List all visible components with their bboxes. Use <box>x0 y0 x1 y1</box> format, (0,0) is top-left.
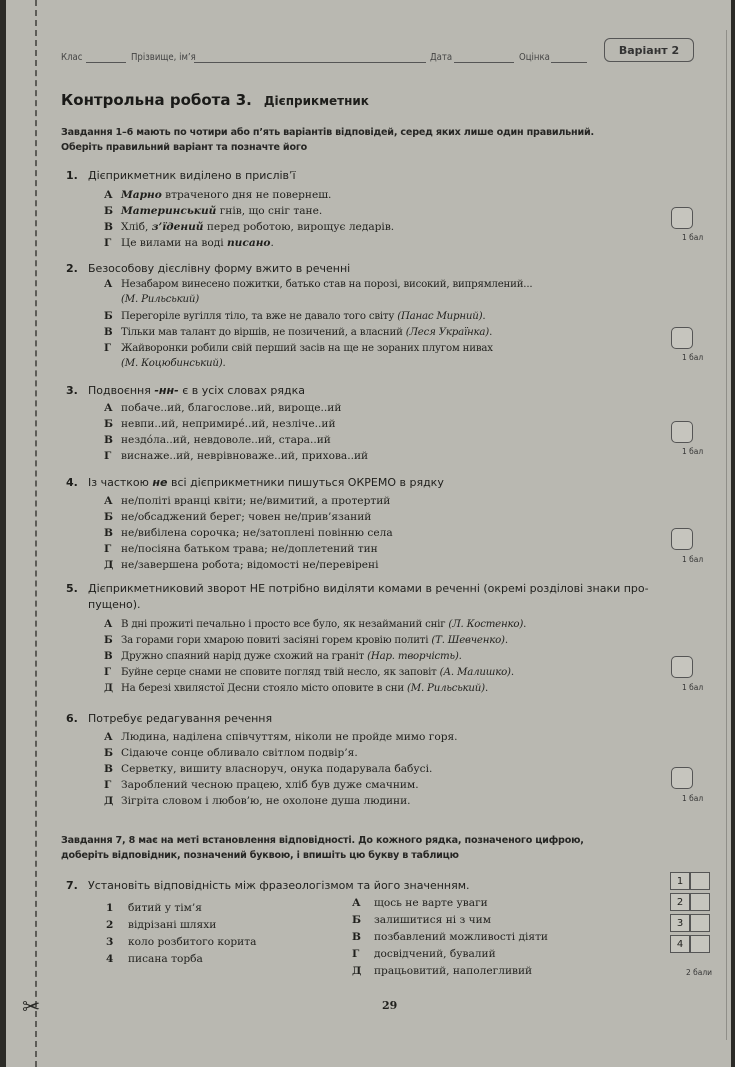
item-number: 4 <box>106 953 114 965</box>
class-label: Клас <box>61 52 83 63</box>
question-text: Дієприкметниковий зворот НЕ потрібно виділяти комами в реченні (окремі розділові знаки про- <box>88 582 649 595</box>
citation-text: (Л. Костенко) <box>448 619 524 630</box>
score-label: 1 бал <box>682 353 704 362</box>
answer-option[interactable] <box>104 495 390 507</box>
answer-box[interactable] <box>671 528 693 550</box>
answer-option[interactable] <box>104 779 419 791</box>
option-letter: А <box>104 189 113 201</box>
option-text: Це вилами на воді <box>121 237 227 249</box>
answer-option[interactable] <box>104 634 508 646</box>
option-letter: Д <box>104 559 114 571</box>
answer-box[interactable] <box>671 767 693 789</box>
answer-option[interactable] <box>104 511 371 523</box>
table-answer-cell[interactable] <box>690 893 710 911</box>
option-letter: Г <box>104 342 111 354</box>
table-row-label: 1 <box>670 872 690 890</box>
option-text: всі дієприкметники пишуться ОКРЕМО в рядку <box>167 476 444 489</box>
question-number: 6. <box>66 712 78 725</box>
option-text: За горами гори хмарою повиті засіяні горем кровію политі <box>121 635 432 646</box>
question-number: 2. <box>66 262 78 275</box>
page-number: 29 <box>382 999 398 1012</box>
instruction-line: доберіть відповідник, позначений буквою, і впишіть цю букву в таблицю <box>61 850 459 861</box>
option-text: Буйне серце снами не сповите погляд твій несло, як заповіт <box>121 667 440 678</box>
option-text: Жайворонки робили свій перший засів на ще не зораних плугом нивах <box>121 343 493 354</box>
worksheet-page <box>6 0 731 1067</box>
option-text: . <box>458 651 462 662</box>
question-text: Безособову дієслівну форму вжито в реченні <box>88 262 351 275</box>
option-text: нездóла..ий, невдоволе..ий, стара..ий <box>121 434 331 446</box>
question-number: 5. <box>66 582 78 595</box>
option-text: . <box>482 311 486 322</box>
answer-option[interactable] <box>104 205 322 217</box>
item-letter: Г <box>352 948 360 960</box>
option-text: . <box>489 327 493 338</box>
answer-option[interactable] <box>104 402 341 414</box>
option-text: виснаже..ий, неврівноваже..ий, прихова..ий <box>121 450 369 462</box>
question-text: Потребує редагування речення <box>88 712 273 725</box>
score-label: 1 бал <box>682 447 704 456</box>
citation-text: (Нар. творчість) <box>367 651 459 662</box>
option-text: не/вибілена сорочка; не/затоплені повінню села <box>121 527 393 539</box>
emphasized-text: з’їдений <box>151 221 204 233</box>
question-7 <box>66 879 470 892</box>
answer-option[interactable] <box>104 747 358 759</box>
option-letter: Г <box>104 237 112 249</box>
answer-option[interactable] <box>104 559 378 571</box>
option-letter: А <box>104 618 113 630</box>
answer-option[interactable] <box>104 418 336 430</box>
question-number: 4. <box>66 476 78 489</box>
option-letter: В <box>104 763 113 775</box>
item-text: працьовитий, наполегливий <box>374 965 533 977</box>
item-text: писана торба <box>128 953 203 965</box>
table-row-label: 4 <box>670 935 690 953</box>
question-3 <box>66 384 305 397</box>
page-subtitle: Дієприкметник <box>263 94 369 108</box>
emphasized-text: -нн- <box>154 384 179 397</box>
citation-text: (М. Рильський) <box>121 294 199 305</box>
table-answer-cell[interactable] <box>690 872 710 890</box>
answer-option[interactable] <box>104 294 199 305</box>
question-text <box>88 476 444 489</box>
answer-option[interactable] <box>104 795 411 807</box>
option-letter: А <box>104 402 113 414</box>
option-letter: Б <box>104 310 113 322</box>
option-letter: Г <box>104 779 112 791</box>
match-left-item <box>106 902 202 914</box>
option-letter: Б <box>104 418 114 430</box>
emphasized-text: писано <box>226 237 271 249</box>
item-text: коло розбитого корита <box>128 936 257 948</box>
table-row-label: 3 <box>670 914 690 932</box>
option-text: Людина, наділена співчуттям, ніколи не пройде мимо горя. <box>121 731 458 743</box>
option-text: На березі хвилястої Десни стояло місто оповите в сни <box>121 683 407 694</box>
answer-box[interactable] <box>671 327 693 349</box>
scissors-icon: ✂ <box>22 995 41 1020</box>
question-text: Установіть відповідність між фразеологізмом та його значенням. <box>88 879 470 892</box>
option-text: перед роботою, вирощує ледарів. <box>203 221 395 233</box>
option-letter: В <box>104 527 113 539</box>
question-text <box>88 384 305 397</box>
answer-box[interactable] <box>671 421 693 443</box>
question-number: 3. <box>66 384 78 397</box>
option-text: . <box>510 667 514 678</box>
option-letter: А <box>104 278 113 290</box>
answer-box[interactable] <box>671 207 693 229</box>
option-text: Подвоєння <box>88 384 155 397</box>
option-letter: В <box>104 434 113 446</box>
option-text: Хліб, <box>121 221 152 233</box>
option-letter: А <box>104 731 113 743</box>
citation-text: (М. Рильський) <box>406 683 485 694</box>
surname-label: Прізвище, ім’я <box>131 52 196 63</box>
match-right-item <box>352 897 488 909</box>
option-text: . <box>270 237 274 249</box>
class-field[interactable] <box>86 62 126 63</box>
variant-badge: Варіант 2 <box>604 38 694 62</box>
question-1 <box>66 169 296 182</box>
date-label: Дата <box>430 52 453 63</box>
emphasized-text: Марно <box>121 189 162 201</box>
answer-option[interactable] <box>104 618 526 630</box>
margin-line <box>726 30 727 1040</box>
option-text: є в усіх словах рядка <box>178 384 305 397</box>
answer-option[interactable] <box>104 237 274 249</box>
option-letter: В <box>104 650 113 662</box>
option-text: Тільки мав талант до віршів, не позичений, а власний <box>121 327 406 338</box>
citation-text: (Т. Шевченко) <box>431 635 505 646</box>
option-letter: В <box>104 326 113 338</box>
question-4 <box>66 476 444 489</box>
instruction-line: Оберіть правильний варіант та позначте його <box>61 142 308 153</box>
option-letter: А <box>104 495 113 507</box>
option-text: Із часткою <box>88 476 153 489</box>
item-number: 1 <box>106 902 114 914</box>
score-label: 2 бали <box>686 968 713 977</box>
score-label: 1 бал <box>682 794 704 803</box>
match-right-item <box>352 948 496 960</box>
option-letter: Д <box>104 682 113 694</box>
option-text: . <box>523 619 527 630</box>
answer-option[interactable] <box>104 358 226 369</box>
question-number: 1. <box>66 169 78 182</box>
score-label: 1 бал <box>682 683 704 692</box>
cut-line <box>35 0 37 1067</box>
option-text: не/посіяна батьком трава; не/доплетений тин <box>121 543 378 555</box>
option-letter: Д <box>104 795 114 807</box>
option-text: Дружно спаяний нарід дуже схожий на граніт <box>121 651 368 662</box>
option-text: Серветку, вишиту власноруч, онука подарувала бабусі. <box>121 763 433 775</box>
item-number: 3 <box>106 936 114 948</box>
option-letter: Б <box>104 511 114 523</box>
item-letter: Б <box>352 914 362 926</box>
option-text: Зігріта словом і любов’ю, не охолоне душа людини. <box>121 795 411 807</box>
surname-field[interactable] <box>194 62 426 63</box>
answer-option[interactable] <box>104 310 485 322</box>
answer-box[interactable] <box>671 656 693 678</box>
answer-option[interactable] <box>104 731 458 743</box>
answer-option[interactable] <box>104 527 393 539</box>
option-text: В дні прожиті печально і просто все було, як незайманий сніг <box>121 619 449 630</box>
item-text: щось не варте уваги <box>374 897 488 909</box>
item-text: позбавлений можливості діяти <box>374 931 548 943</box>
item-letter: А <box>352 897 361 909</box>
option-text: не/завершена робота; відомості не/перевірені <box>121 559 379 571</box>
option-letter: Б <box>104 634 113 646</box>
citation-text: (М. Коцюбинський) <box>121 358 223 369</box>
grade-field[interactable] <box>551 62 587 63</box>
emphasized-text: не <box>152 476 168 489</box>
instruction-line: Завдання 1–6 мають по чотири або п’ять варіантів відповідей, серед яких лише один правильний. <box>61 127 594 138</box>
score-label: 1 бал <box>682 555 704 564</box>
answer-option[interactable] <box>104 682 488 694</box>
answer-option[interactable] <box>104 342 493 354</box>
option-letter: Б <box>104 205 114 217</box>
option-text: не/обсаджений берег; човен не/прив’язаний <box>121 511 372 523</box>
page-title: Контрольна робота 3. <box>61 91 252 109</box>
option-letter: Б <box>104 747 114 759</box>
question-text: Дієприкметник виділено в прислів’ї <box>88 169 296 182</box>
table-row-label: 2 <box>670 893 690 911</box>
answer-option[interactable] <box>104 763 432 775</box>
instruction-line: Завдання 7, 8 має на меті встановлення відповідності. До кожного рядка, позначеного цифрою, <box>61 835 584 846</box>
citation-text: (Панас Мирний) <box>397 311 483 322</box>
option-text: побаче..ий, благослове..ий, вироще..ий <box>121 402 342 414</box>
option-text: втраченого дня не повернеш. <box>161 189 332 201</box>
answer-option[interactable] <box>104 543 378 555</box>
question-number: 7. <box>66 879 78 892</box>
option-letter: Г <box>104 666 111 678</box>
option-text: Зароблений чесною працею, хліб був дуже смачним. <box>121 779 419 791</box>
table-answer-cell[interactable] <box>690 935 710 953</box>
option-letter: В <box>104 221 113 233</box>
item-text: битий у тім’я <box>128 902 202 914</box>
option-text: Перегоріле вугілля тіло, та вже не давало того світу <box>121 311 398 322</box>
answer-option[interactable] <box>104 434 331 446</box>
answer-option[interactable] <box>104 278 532 290</box>
grade-label: Оцінка <box>519 52 550 63</box>
item-letter: Д <box>352 965 362 977</box>
match-left-item <box>106 953 203 965</box>
score-label: 1 бал <box>682 233 704 242</box>
match-right-item <box>352 931 548 943</box>
match-left-item <box>106 919 216 931</box>
table-answer-cell[interactable] <box>690 914 710 932</box>
option-letter: Г <box>104 543 112 555</box>
answer-option[interactable] <box>104 221 394 233</box>
citation-text: (А. Малишко) <box>439 667 511 678</box>
date-field[interactable] <box>454 62 514 63</box>
emphasized-text: Материнський <box>121 205 217 217</box>
question-2 <box>66 262 350 275</box>
match-right-item <box>352 914 491 926</box>
question-text-continued: пущено). <box>88 598 141 611</box>
option-text: гнів, що сніг тане. <box>216 205 323 217</box>
item-letter: В <box>352 931 361 943</box>
option-text: Незабаром винесено пожитки, батько став на порозі, високий, випрямлений... <box>121 279 533 290</box>
option-text: . <box>222 358 226 369</box>
item-text: залишитися ні з чим <box>374 914 491 926</box>
question-5 <box>66 582 649 595</box>
title-block <box>61 90 369 109</box>
answer-option[interactable] <box>104 650 462 662</box>
option-text: . <box>504 635 508 646</box>
answer-option[interactable] <box>104 450 368 462</box>
answer-option[interactable] <box>104 666 514 678</box>
answer-option[interactable] <box>104 326 492 338</box>
item-number: 2 <box>106 919 114 931</box>
option-letter: Г <box>104 450 112 462</box>
option-text: . <box>484 683 488 694</box>
option-text: невпи..ий, непримирé..ий, незліче..ий <box>121 418 336 430</box>
option-text: не/політі вранці квіти; не/вимитий, а протертий <box>121 495 391 507</box>
question-6 <box>66 712 272 725</box>
match-left-item <box>106 936 256 948</box>
match-right-item <box>352 965 532 977</box>
option-text: Сідаюче сонце обливало світлом подвір’я. <box>121 747 358 759</box>
citation-text: (Леся Українка) <box>405 327 490 338</box>
item-text: відрізані шляхи <box>128 919 217 931</box>
item-text: досвідчений, бувалий <box>374 948 496 960</box>
answer-option[interactable] <box>104 189 331 201</box>
